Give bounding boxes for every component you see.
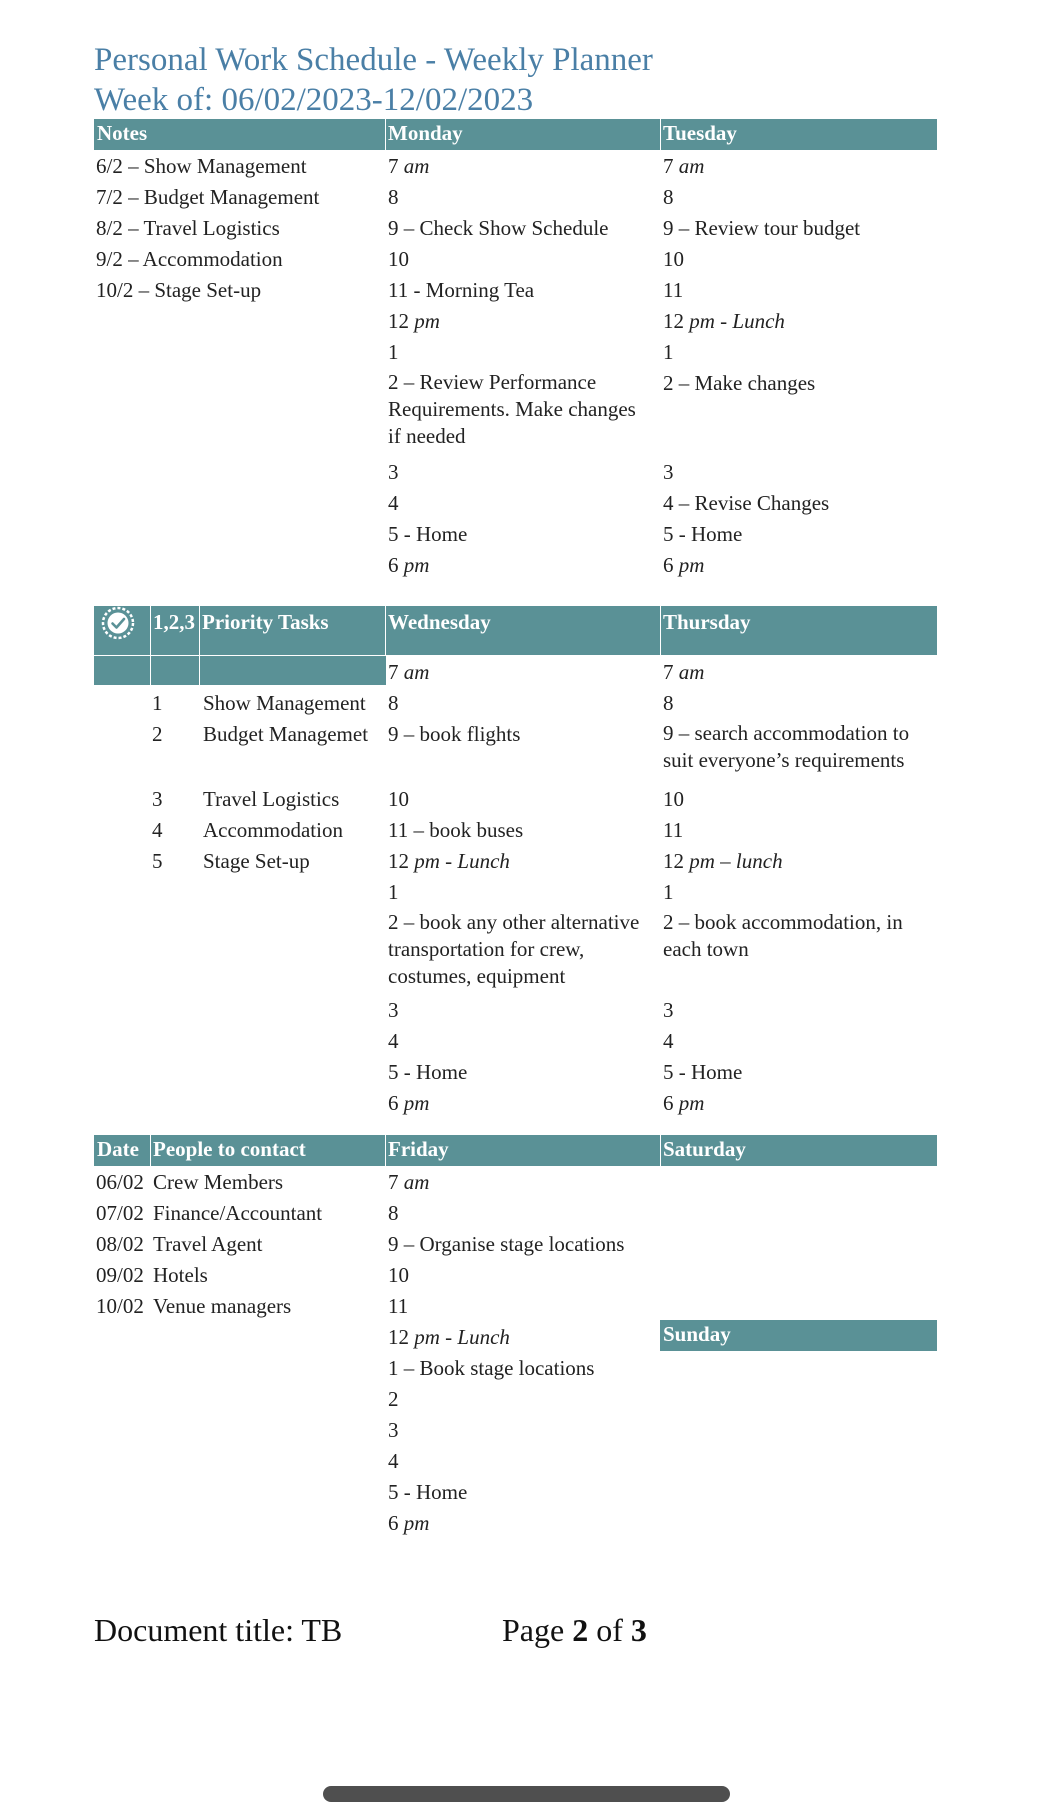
slot-task: – Review tour budget <box>673 216 861 240</box>
priority-task: Budget Managemet <box>203 722 369 746</box>
monday-header: Monday <box>388 121 463 145</box>
slot-period: pm <box>678 553 705 577</box>
time-slot <box>388 1093 429 1114</box>
slot-hour: 4 <box>388 1029 399 1053</box>
slot-hour: 8 <box>388 1201 399 1225</box>
slot-hour: 1 <box>663 880 674 904</box>
slot-hour: 11 <box>388 818 409 842</box>
time-slot <box>388 1513 429 1534</box>
sunday-header-bar <box>660 1320 937 1351</box>
rank-header: 1,2,3 <box>153 610 195 634</box>
slot-hour: 5 <box>663 1060 674 1084</box>
slot-hour: 8 <box>388 691 399 715</box>
time-slot <box>663 820 683 841</box>
row-divider <box>94 655 386 656</box>
slot-period: pm <box>678 1091 705 1115</box>
priority-rank: 4 <box>152 818 163 842</box>
contact-date: 09/02 <box>96 1263 144 1287</box>
column-divider <box>385 1135 386 1166</box>
contact-person: Crew Members <box>153 1170 284 1194</box>
time-slot <box>388 662 429 683</box>
column-divider <box>150 606 151 655</box>
slot-hour: 12 <box>663 849 684 873</box>
time-slot <box>388 1389 399 1410</box>
slot-period: pm <box>403 1091 430 1115</box>
slot-hour: 11 <box>388 278 409 302</box>
slot-period: pm <box>414 309 440 333</box>
slot-hour: 11 <box>663 818 684 842</box>
time-slot <box>663 882 674 903</box>
priority-tasks-header: Priority Tasks <box>202 610 329 634</box>
time-slot <box>663 373 815 394</box>
sunday-header: Sunday <box>663 1322 731 1346</box>
time-slot <box>388 156 429 177</box>
slot-period: am <box>678 660 705 684</box>
priority-rank: 5 <box>152 849 163 873</box>
slot-hour: 7 <box>663 154 674 178</box>
slot-hour: 5 <box>388 1480 399 1504</box>
slot-hour: 3 <box>388 460 399 484</box>
time-slot <box>663 311 785 332</box>
time-slot <box>388 1451 399 1472</box>
time-slot <box>663 462 674 483</box>
time-slot <box>388 1482 467 1503</box>
time-slot <box>388 462 399 483</box>
slot-period: pm - Lunch <box>689 309 785 333</box>
time-slot <box>388 1358 594 1379</box>
slot-task: – Make changes <box>673 371 816 395</box>
time-slot <box>388 493 399 514</box>
slot-hour: 9 <box>663 721 674 745</box>
time-slot <box>663 1031 674 1052</box>
slot-task: - Morning Tea <box>408 278 535 302</box>
page-total: 3 <box>630 1612 647 1648</box>
slot-period: am <box>403 154 430 178</box>
slot-hour: 4 <box>663 1029 674 1053</box>
week-range: Week of: 06/02/2023-12/02/2023 <box>94 82 534 118</box>
slot-period: am <box>403 1170 430 1194</box>
time-slot <box>663 909 935 963</box>
section1-header-bar <box>94 119 937 150</box>
note-item: 8/2 – Travel Logistics <box>96 216 280 240</box>
slot-hour: 7 <box>388 154 399 178</box>
contact-person: Venue managers <box>153 1294 292 1318</box>
contact-person: Travel Agent <box>153 1232 263 1256</box>
priority-task: Travel Logistics <box>203 787 340 811</box>
time-slot <box>388 1031 399 1052</box>
slot-hour: 1 <box>388 1356 399 1380</box>
slot-task: – search accommodation to suit everyone’s requirements <box>663 721 910 772</box>
slot-task: - Home <box>673 1060 743 1084</box>
thursday-header: Thursday <box>663 610 751 634</box>
column-divider <box>150 655 151 685</box>
column-divider <box>199 655 200 685</box>
slot-hour: 9 <box>388 722 399 746</box>
friday-header: Friday <box>388 1137 449 1161</box>
slot-hour: 2 <box>388 1387 399 1411</box>
time-slot <box>663 280 683 301</box>
page-current: 2 <box>572 1612 589 1648</box>
time-slot <box>388 724 520 745</box>
slot-hour: 2 <box>663 910 674 934</box>
slot-hour: 5 <box>663 522 674 546</box>
time-slot <box>388 1420 399 1441</box>
time-slot <box>388 909 658 990</box>
slot-hour: 12 <box>388 309 409 333</box>
time-slot <box>663 851 783 872</box>
slot-task: - Home <box>673 522 743 546</box>
slot-hour: 1 <box>388 340 399 364</box>
column-divider <box>385 119 386 150</box>
page-word: Page <box>502 1612 565 1648</box>
slot-period: am <box>403 660 430 684</box>
slot-hour: 4 <box>663 491 674 515</box>
page-of-word: of <box>596 1612 623 1648</box>
priority-task: Stage Set-up <box>203 849 310 873</box>
slot-period: pm - Lunch <box>414 1325 510 1349</box>
time-slot <box>663 187 674 208</box>
slot-period: pm <box>403 1511 430 1535</box>
time-slot <box>663 493 829 514</box>
time-slot <box>388 1296 408 1317</box>
slot-hour: 10 <box>663 247 684 271</box>
page-title: Personal Work Schedule - Weekly Planner <box>94 42 653 78</box>
slot-hour: 6 <box>663 1091 674 1115</box>
slot-hour: 2 <box>388 910 399 934</box>
column-divider <box>150 1135 151 1166</box>
slot-hour: 3 <box>663 460 674 484</box>
slot-task: - Home <box>398 522 468 546</box>
slot-hour: 6 <box>388 553 399 577</box>
wednesday-header: Wednesday <box>388 610 491 634</box>
time-slot <box>388 882 399 903</box>
slot-hour: 5 <box>388 1060 399 1084</box>
contact-date: 06/02 <box>96 1170 144 1194</box>
slot-hour: 12 <box>388 849 409 873</box>
slot-hour: 9 <box>388 1232 399 1256</box>
time-slot <box>663 720 935 774</box>
slot-task: – book buses <box>408 818 524 842</box>
slot-hour: 3 <box>388 1418 399 1442</box>
time-slot <box>388 280 534 301</box>
slot-period: pm - Lunch <box>414 849 510 873</box>
column-divider <box>199 606 200 655</box>
time-slot <box>388 218 608 239</box>
time-slot <box>663 156 704 177</box>
time-slot <box>663 1093 704 1114</box>
column-divider <box>660 606 661 655</box>
slot-hour: 8 <box>663 691 674 715</box>
priority-rank: 3 <box>152 787 163 811</box>
time-slot <box>388 1327 510 1348</box>
slot-hour: 7 <box>388 660 399 684</box>
slot-hour: 9 <box>388 216 399 240</box>
time-slot <box>388 1203 399 1224</box>
people-header: People to contact <box>153 1137 306 1161</box>
time-slot <box>388 1234 624 1255</box>
column-divider <box>660 119 661 150</box>
time-slot <box>388 1000 399 1021</box>
priority-header-extension <box>94 655 386 685</box>
priority-rank: 1 <box>152 691 163 715</box>
time-slot <box>663 789 684 810</box>
slot-hour: 2 <box>388 370 399 394</box>
note-item: 6/2 – Show Management <box>96 154 307 178</box>
section3-header-bar <box>94 1135 937 1166</box>
slot-hour: 6 <box>663 553 674 577</box>
slot-hour: 6 <box>388 1511 399 1535</box>
time-slot <box>388 789 409 810</box>
contact-date: 10/02 <box>96 1294 144 1318</box>
time-slot <box>388 369 650 450</box>
time-slot <box>388 555 429 576</box>
slot-hour: 10 <box>663 787 684 811</box>
time-slot <box>663 1000 674 1021</box>
contact-date: 08/02 <box>96 1232 144 1256</box>
time-slot <box>663 342 674 363</box>
slot-hour: 7 <box>388 1170 399 1194</box>
time-slot <box>388 693 399 714</box>
slot-hour: 4 <box>388 1449 399 1473</box>
time-slot <box>388 1172 429 1193</box>
slot-task: – Check Show Schedule <box>398 216 609 240</box>
slot-hour: 8 <box>663 185 674 209</box>
slot-hour: 11 <box>663 278 684 302</box>
time-slot <box>388 187 399 208</box>
tuesday-header: Tuesday <box>663 121 737 145</box>
column-divider <box>385 606 386 655</box>
slot-hour: 10 <box>388 247 409 271</box>
slot-task: – book any other alternative transportation for crew, costumes, equipment <box>388 910 640 988</box>
slot-hour: 6 <box>388 1091 399 1115</box>
slot-task: - Home <box>398 1480 468 1504</box>
slot-hour: 3 <box>663 998 674 1022</box>
time-slot <box>663 1062 742 1083</box>
time-slot <box>663 249 684 270</box>
time-slot <box>388 249 409 270</box>
time-slot <box>663 662 704 683</box>
time-slot <box>388 1062 467 1083</box>
note-item: 9/2 – Accommodation <box>96 247 283 271</box>
slot-hour: 5 <box>388 522 399 546</box>
slot-task: – Revise Changes <box>673 491 830 515</box>
time-slot <box>388 820 523 841</box>
date-header: Date <box>97 1137 139 1161</box>
page-indicator <box>502 1614 647 1646</box>
saturday-header: Saturday <box>663 1137 746 1161</box>
priority-task: Show Management <box>203 691 366 715</box>
slot-hour: 12 <box>388 1325 409 1349</box>
slot-task: – book accommodation, in each town <box>663 910 903 961</box>
note-item: 10/2 – Stage Set-up <box>96 278 262 302</box>
time-slot <box>388 342 399 363</box>
time-slot <box>388 524 467 545</box>
slot-task: – Review Performance Requirements. Make changes if needed <box>388 370 636 448</box>
column-divider <box>660 1135 661 1166</box>
contact-person: Finance/Accountant <box>153 1201 323 1225</box>
section2-header-bar <box>94 606 937 655</box>
slot-hour: 2 <box>663 371 674 395</box>
slot-hour: 12 <box>663 309 684 333</box>
time-slot <box>388 1265 409 1286</box>
slot-hour: 9 <box>663 216 674 240</box>
check-badge-icon <box>100 605 136 641</box>
note-item: 7/2 – Budget Management <box>96 185 320 209</box>
slot-hour: 7 <box>663 660 674 684</box>
slot-task: – book flights <box>398 722 521 746</box>
slot-hour: 3 <box>388 998 399 1022</box>
time-slot <box>663 218 860 239</box>
slot-hour: 1 <box>388 880 399 904</box>
time-slot <box>388 311 440 332</box>
time-slot <box>388 851 510 872</box>
slot-task: – Book stage locations <box>398 1356 595 1380</box>
slot-hour: 8 <box>388 185 399 209</box>
notes-header: Notes <box>97 121 148 145</box>
priority-task: Accommodation <box>203 818 343 842</box>
contact-person: Hotels <box>153 1263 208 1287</box>
slot-hour: 1 <box>663 340 674 364</box>
slot-hour: 11 <box>388 1294 409 1318</box>
slot-period: pm – lunch <box>689 849 783 873</box>
contact-date: 07/02 <box>96 1201 144 1225</box>
slot-hour: 10 <box>388 787 409 811</box>
slot-hour: 4 <box>388 491 399 515</box>
slot-period: pm <box>403 553 430 577</box>
slot-task: – Organise stage locations <box>398 1232 625 1256</box>
time-slot <box>663 524 742 545</box>
slot-task: - Home <box>398 1060 468 1084</box>
slot-period: am <box>678 154 705 178</box>
priority-rank: 2 <box>152 722 163 746</box>
home-indicator[interactable] <box>323 1786 730 1802</box>
document-title: Document title: TB <box>94 1612 343 1648</box>
time-slot <box>663 555 704 576</box>
time-slot <box>663 693 674 714</box>
slot-hour: 10 <box>388 1263 409 1287</box>
